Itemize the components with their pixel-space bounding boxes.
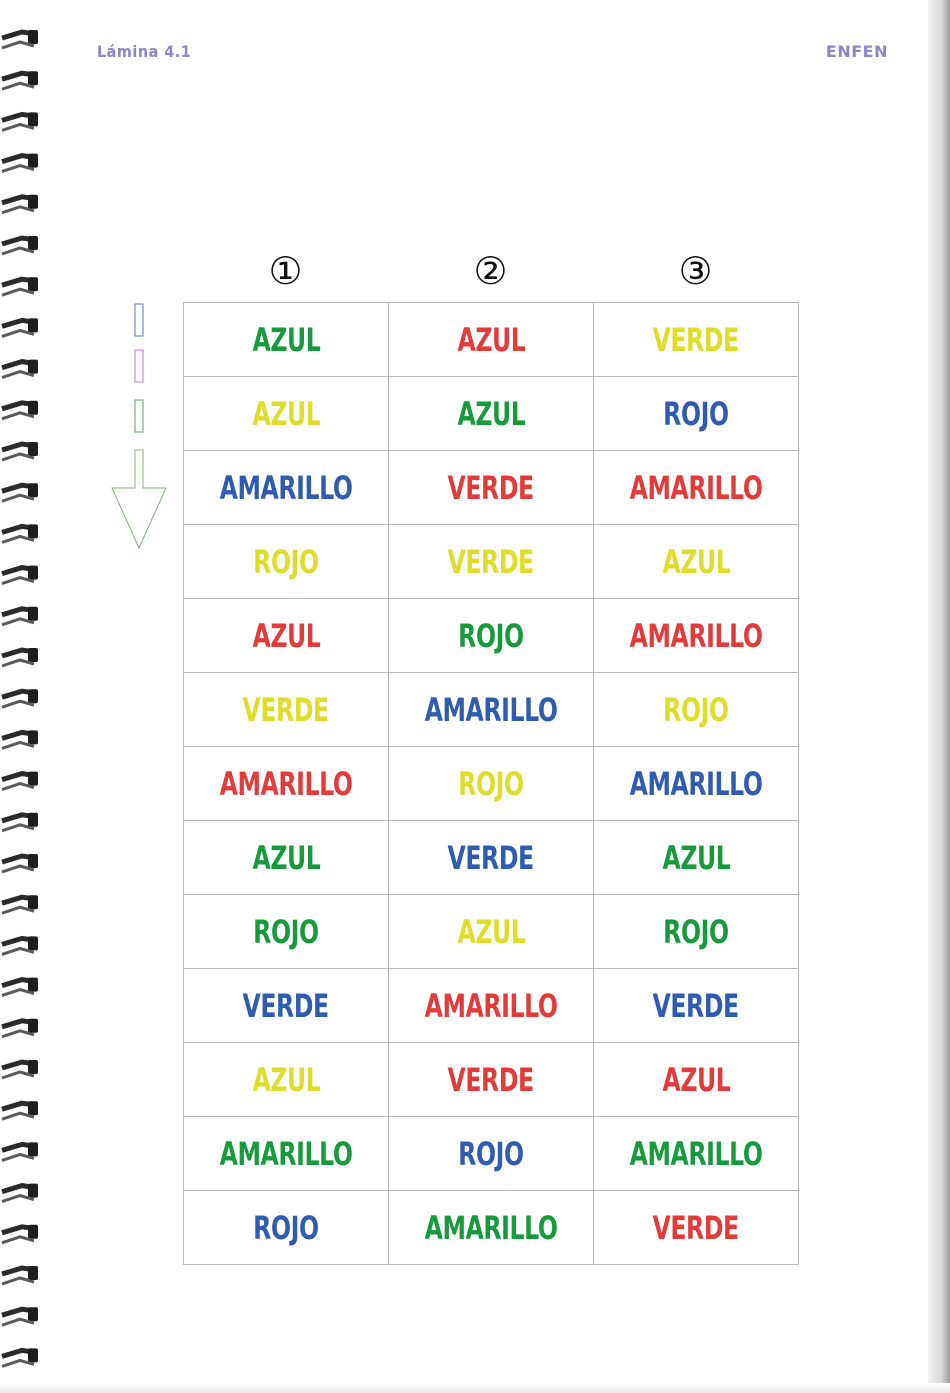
column-marker-1: ① bbox=[268, 249, 303, 293]
word-cell bbox=[389, 599, 594, 673]
color-word: VERDE bbox=[652, 1208, 740, 1247]
spiral-binding bbox=[0, 20, 44, 1380]
color-word: AMARILLO bbox=[219, 764, 353, 803]
word-cell bbox=[184, 1043, 389, 1117]
word-cell bbox=[389, 673, 594, 747]
table-row bbox=[184, 1117, 799, 1191]
color-word: VERDE bbox=[242, 690, 330, 729]
color-word: AZUL bbox=[252, 1060, 320, 1099]
word-cell bbox=[389, 747, 594, 821]
color-word: ROJO bbox=[458, 1134, 524, 1173]
small-bar-icon bbox=[135, 304, 143, 336]
column-markers bbox=[183, 248, 799, 294]
table-row bbox=[184, 821, 799, 895]
binding-hole bbox=[28, 854, 38, 868]
binding-hole bbox=[28, 442, 38, 456]
binding-hole bbox=[28, 154, 38, 168]
word-cell bbox=[594, 969, 799, 1043]
binding-hole bbox=[28, 71, 38, 85]
binding-hole bbox=[28, 30, 38, 44]
binding-hole bbox=[28, 978, 38, 992]
page-bottom-edge bbox=[0, 1383, 950, 1393]
color-word: AMARILLO bbox=[219, 468, 353, 507]
binding-hole bbox=[28, 1060, 38, 1074]
word-cell bbox=[594, 525, 799, 599]
color-word: AMARILLO bbox=[629, 764, 763, 803]
word-cell bbox=[184, 969, 389, 1043]
down-arrow-icon bbox=[112, 450, 166, 548]
word-cell bbox=[184, 525, 389, 599]
color-word: ROJO bbox=[663, 690, 729, 729]
color-word: AZUL bbox=[662, 542, 730, 581]
word-cell bbox=[389, 303, 594, 377]
binding-hole bbox=[28, 936, 38, 950]
color-word: AZUL bbox=[252, 616, 320, 655]
color-word: ROJO bbox=[253, 542, 319, 581]
binding-hole bbox=[28, 607, 38, 621]
color-word: AZUL bbox=[457, 912, 525, 951]
word-cell bbox=[184, 895, 389, 969]
color-word: AZUL bbox=[457, 320, 525, 359]
color-word: AZUL bbox=[252, 394, 320, 433]
word-cell bbox=[389, 451, 594, 525]
color-word: ROJO bbox=[458, 616, 524, 655]
column-marker-3: ③ bbox=[678, 249, 713, 293]
test-name-label: ENFEN bbox=[825, 42, 888, 61]
word-cell bbox=[184, 1191, 389, 1265]
table-row bbox=[184, 747, 799, 821]
binding-hole bbox=[28, 112, 38, 126]
binding-hole bbox=[28, 277, 38, 291]
binding-hole bbox=[28, 1142, 38, 1156]
table-row bbox=[184, 895, 799, 969]
word-cell bbox=[184, 1117, 389, 1191]
word-cell bbox=[594, 303, 799, 377]
table-row bbox=[184, 599, 799, 673]
column-marker-2: ② bbox=[473, 249, 508, 293]
word-cell bbox=[594, 895, 799, 969]
word-cell bbox=[184, 747, 389, 821]
binding-hole bbox=[28, 1266, 38, 1280]
word-cell bbox=[594, 747, 799, 821]
binding-hole bbox=[28, 236, 38, 250]
color-word: VERDE bbox=[447, 1060, 535, 1099]
binding-hole bbox=[28, 1019, 38, 1033]
binding-hole bbox=[28, 1101, 38, 1115]
binding-hole bbox=[28, 566, 38, 580]
color-word: AMARILLO bbox=[629, 468, 763, 507]
table-row bbox=[184, 673, 799, 747]
word-cell bbox=[389, 969, 594, 1043]
word-cell bbox=[389, 377, 594, 451]
stroop-word-color-table bbox=[183, 302, 799, 1265]
sheet-number-label: Lámina 4.1 bbox=[97, 42, 192, 61]
color-word: AZUL bbox=[457, 394, 525, 433]
color-word: VERDE bbox=[242, 986, 330, 1025]
word-cell bbox=[594, 1043, 799, 1117]
color-word: AMARILLO bbox=[424, 986, 558, 1025]
table-row bbox=[184, 303, 799, 377]
binding-hole bbox=[28, 1184, 38, 1198]
word-cell bbox=[184, 451, 389, 525]
binding-hole bbox=[28, 195, 38, 209]
word-cell bbox=[594, 673, 799, 747]
color-word: VERDE bbox=[447, 542, 535, 581]
binding-hole bbox=[28, 483, 38, 497]
binding-hole bbox=[28, 1348, 38, 1362]
table-row bbox=[184, 451, 799, 525]
color-word: ROJO bbox=[253, 1208, 319, 1247]
word-cell bbox=[389, 821, 594, 895]
binding-hole bbox=[28, 524, 38, 538]
table-row bbox=[184, 969, 799, 1043]
binding-hole bbox=[28, 730, 38, 744]
word-cell bbox=[184, 599, 389, 673]
word-cell bbox=[184, 377, 389, 451]
color-word: VERDE bbox=[447, 838, 535, 877]
table-row bbox=[184, 525, 799, 599]
color-word: AMARILLO bbox=[629, 616, 763, 655]
binding-hole bbox=[28, 813, 38, 827]
word-cell bbox=[184, 303, 389, 377]
small-bar-icon bbox=[135, 350, 143, 382]
word-cell bbox=[184, 821, 389, 895]
color-word: VERDE bbox=[652, 986, 740, 1025]
word-cell bbox=[594, 1191, 799, 1265]
binding-hole bbox=[28, 772, 38, 786]
word-cell bbox=[389, 525, 594, 599]
color-word: AMARILLO bbox=[219, 1134, 353, 1173]
binding-hole bbox=[28, 1225, 38, 1239]
color-word: ROJO bbox=[458, 764, 524, 803]
small-bar-icon bbox=[135, 400, 143, 432]
color-word: AMARILLO bbox=[424, 690, 558, 729]
binding-hole bbox=[28, 689, 38, 703]
word-cell bbox=[594, 599, 799, 673]
binding-hole bbox=[28, 1307, 38, 1321]
color-word: AMARILLO bbox=[424, 1208, 558, 1247]
color-word: AMARILLO bbox=[629, 1134, 763, 1173]
word-cell bbox=[184, 673, 389, 747]
color-word: ROJO bbox=[663, 912, 729, 951]
color-word: AZUL bbox=[252, 320, 320, 359]
reading-direction-guide bbox=[108, 302, 172, 554]
table-row bbox=[184, 1043, 799, 1117]
color-word: VERDE bbox=[652, 320, 740, 359]
word-cell bbox=[594, 821, 799, 895]
table-row bbox=[184, 377, 799, 451]
color-word: AZUL bbox=[662, 1060, 730, 1099]
word-cell bbox=[594, 377, 799, 451]
color-word: ROJO bbox=[663, 394, 729, 433]
binding-hole bbox=[28, 895, 38, 909]
word-cell bbox=[389, 1191, 594, 1265]
color-word: VERDE bbox=[447, 468, 535, 507]
color-word: AZUL bbox=[662, 838, 730, 877]
binding-hole bbox=[28, 648, 38, 662]
table-row bbox=[184, 1191, 799, 1265]
word-cell bbox=[594, 451, 799, 525]
color-word: AZUL bbox=[252, 838, 320, 877]
word-cell bbox=[389, 1117, 594, 1191]
page-edge-shadow bbox=[928, 0, 950, 1393]
binding-hole bbox=[28, 401, 38, 415]
color-word: ROJO bbox=[253, 912, 319, 951]
binding-hole bbox=[28, 360, 38, 374]
word-cell bbox=[389, 895, 594, 969]
binding-hole bbox=[28, 318, 38, 332]
word-cell bbox=[594, 1117, 799, 1191]
word-cell bbox=[389, 1043, 594, 1117]
